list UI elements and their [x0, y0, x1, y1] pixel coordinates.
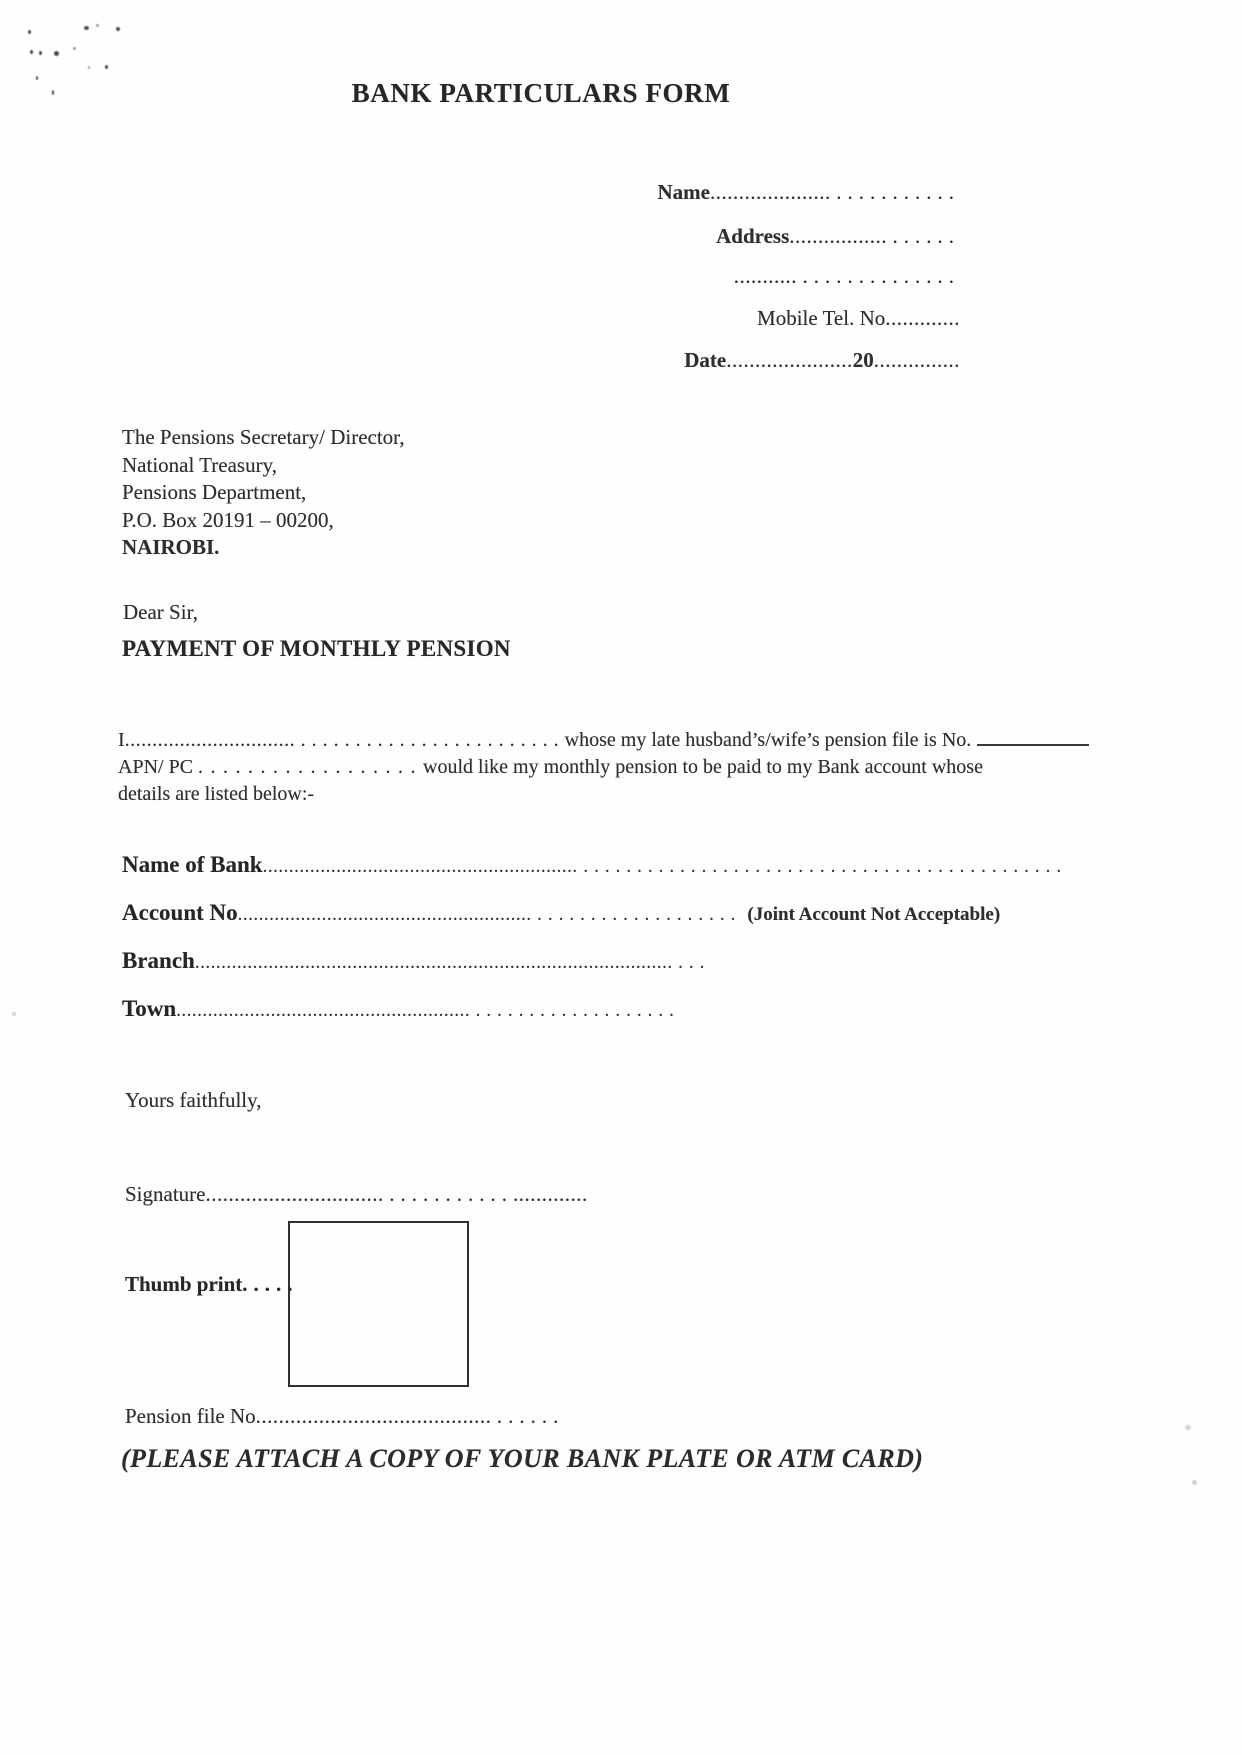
recipient-city: NAIROBI.: [122, 535, 220, 559]
scan-artifact: [116, 27, 120, 31]
salutation: Dear Sir,: [123, 600, 198, 624]
branch-label: Branch: [122, 948, 195, 973]
mobile-field-line: Mobile Tel. No.............: [757, 306, 960, 330]
signature-label: Signature: [125, 1182, 206, 1206]
scan-artifact: [30, 50, 33, 54]
thumb-print-label: Thumb print.....: [125, 1272, 299, 1296]
bank-name-field-line: Name of Bank............................................................ .............................................: [122, 852, 1068, 877]
account-no-label: Account No: [122, 900, 238, 925]
scan-artifact: [84, 26, 89, 30]
attachment-note: (PLEASE ATTACH A COPY OF YOUR BANK PLATE OR ATM CARD): [121, 1444, 924, 1473]
scan-artifact: [88, 66, 90, 69]
account-no-field-line: Account No........................................................................... (Joint Account Not Acceptable): [122, 900, 1001, 925]
mobile-label: Mobile Tel. No: [757, 306, 886, 330]
scan-artifact: [28, 30, 31, 34]
scan-artifact: [39, 51, 42, 55]
scan-artifact: [73, 47, 76, 50]
recipient-line: P.O. Box 20191 – 00200,: [122, 507, 334, 532]
date-label: Date: [684, 348, 727, 372]
body-paragraph-line-3: details are listed below:-: [118, 783, 315, 805]
scan-artifact: [12, 1012, 16, 1016]
name-label: Name: [657, 180, 710, 204]
name-field-line: Name................................: [657, 180, 960, 204]
pension-file-field-line: Pension file No...............................................: [125, 1404, 565, 1428]
thumb-print-box: [288, 1221, 469, 1387]
recipient-line: National Treasury,: [122, 452, 277, 477]
bank-name-label: Name of Bank: [122, 852, 263, 877]
date-year-prefix: 20: [852, 348, 874, 372]
town-field-line: Town...........................................................................: [122, 996, 680, 1021]
closing: Yours faithfully,: [125, 1088, 262, 1112]
address-label: Address: [716, 224, 790, 248]
recipient-address: [122, 424, 405, 562]
scan-artifact: [1185, 1425, 1191, 1430]
form-title: BANK PARTICULARS FORM: [351, 78, 731, 108]
address-field-line: Address.......................: [716, 224, 960, 248]
town-label: Town: [122, 996, 177, 1021]
subject-heading: PAYMENT OF MONTHLY PENSION: [122, 636, 511, 661]
scan-artifact: [1192, 1480, 1197, 1485]
branch-field-line: Branch..............................................................................................: [122, 948, 711, 973]
signature-field-line: Signature.......................................................: [125, 1182, 588, 1206]
recipient-line: Pensions Department,: [122, 480, 307, 504]
date-field-line: Date......................20...............: [684, 348, 960, 372]
joint-account-note: (Joint Account Not Acceptable): [747, 904, 1001, 925]
scan-artifact: [96, 24, 99, 27]
scan-artifact: [105, 65, 108, 69]
scan-artifact: [54, 51, 59, 56]
pension-file-no-blank: [977, 739, 1089, 746]
pension-file-label: Pension file No: [125, 1404, 256, 1428]
body-paragraph-line-1: I.......................................................whose my late husband’s/wife’s pension file is No.: [118, 729, 1089, 752]
recipient-line: The Pensions Secretary/ Director,: [122, 425, 405, 449]
address-continuation-line: .........................: [733, 264, 960, 288]
body-paragraph-line-2: APN/ PC ..................would like my monthly pension to be paid to my Bank account whose: [118, 756, 983, 778]
